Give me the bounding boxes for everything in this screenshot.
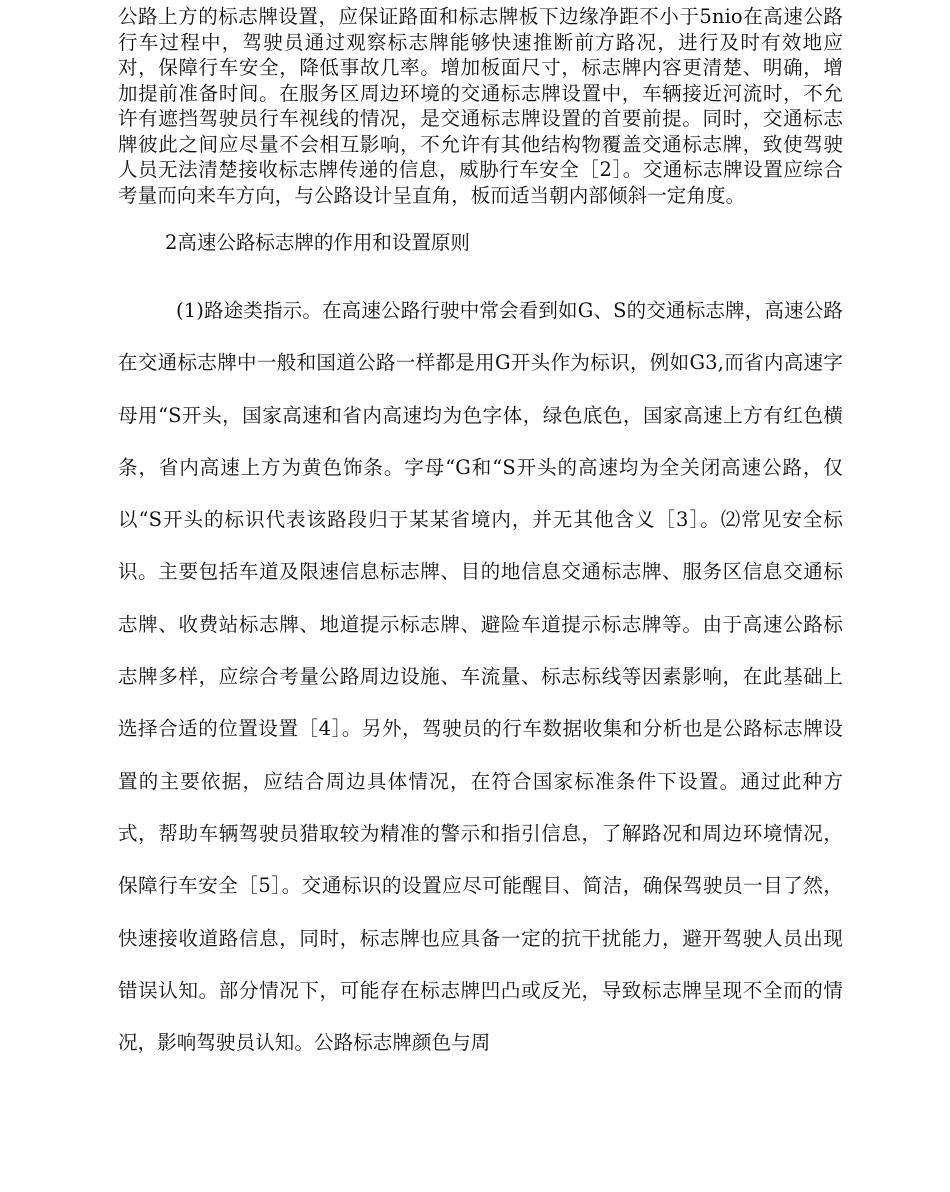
body-paragraph-1: 公路上方的标志牌设置，应保证路面和标志牌板下边缘净距不小于5nio在高速公路行车过程中，驾驶员通过观察标志牌能够快速推断前方路况，进行及时有效地应对，保障行车安全，降低事故几率。增加板面尺寸，标志牌内容更清楚、明确，增加提前准备时间。在服务区周边环境的交通标志牌设置中，车辆接近河流时，不允许有遮挡驾驶员行车视线的情况，是交通标志牌设置的首要前提。同时，交通标志牌彼此之间应尽量不会相互影响，不允许有其他结构物覆盖交通标志牌，致使驾驶人员无法清楚接收标志牌传递的信息，威胁行车安全［2］。交通标志牌设置应综合考量而向来车方向，与公路设计呈直角，板而适当朝内部倾斜一定角度。 xyxy=(118,5,843,207)
document-page xyxy=(118,0,843,1069)
section-heading: 2高速公路标志牌的作用和设置原则 xyxy=(165,231,470,254)
body-paragraph-2: (1)路途类指示。在高速公路行驶中常会看到如G、S的交通标志牌，高速公路在交通标志牌中一般和国道公路一样都是用G开头作为标识，例如G3,而省内高速字母用“S开头，国家高速和省内高速均为色字体，绿色底色，国家高速上方有红色横条，省内高速上方为黄色饰条。字母“G和“S开头的高速均为全关闭高速公路，仅以“S开头的标识代表该路段归于某某省境内，并无其他含义［3］。⑵常见安全标识。主要包括车道及限速信息标志牌、目的地信息交通标志牌、服务区信息交通标志牌、收费站标志牌、地道提示标志牌、避险车道提示标志牌等。由于高速公路标志牌多样，应综合考量公路周边设施、车流量、标志标线等因素影响，在此基础上选择合适的位置设置［4］。另外，驾驶员的行车数据收集和分析也是公路标志牌设置的主要依据，应结合周边具体情况，在符合国家标准条件下设置。通过此种方式，帮助车辆驾驶员猎取较为精准的警示和指引信息，了解路况和周边环境情况，保障行车安全［5］。交通标识的设置应尽可能醒目、简洁，确保驾驶员一目了然，快速接收道路信息，同时，标志牌也应具备一定的抗干扰能力，避开驾驶人员出现错误认知。部分情况下，可能存在标志牌凹凸或反光，导致标志牌呈现不全而的情况，影响驾驶员认知。公路标志牌颜色与周 xyxy=(118,299,843,1055)
